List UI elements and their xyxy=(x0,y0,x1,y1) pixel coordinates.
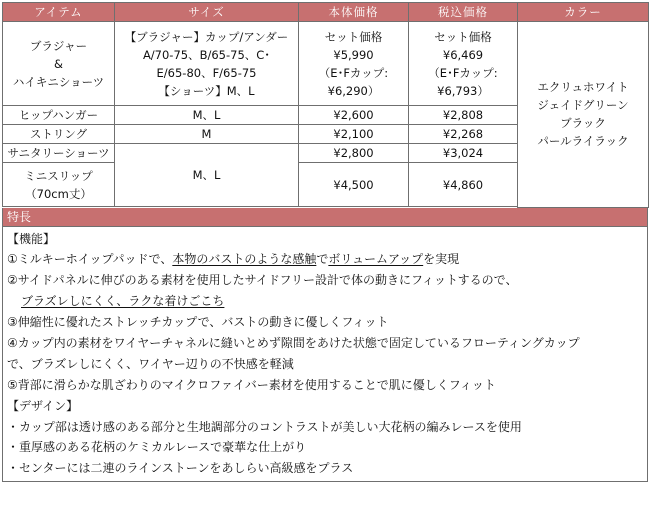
price-cell: ¥2,600 xyxy=(299,106,409,125)
header-item: アイテム xyxy=(3,3,115,22)
feature-line-2: ②サイドパネルに伸びのある素材を使用したサイドフリー設計で体の動きにフィットするので、 xyxy=(7,273,518,288)
color-name: パールライラック xyxy=(537,134,629,149)
feature-line-1 xyxy=(7,249,643,270)
feature-emphasis: 本物のバストのような感触 xyxy=(172,252,317,267)
feature-text: で xyxy=(316,252,329,267)
price-cell-bra xyxy=(299,22,409,106)
spec-table xyxy=(2,2,649,208)
table-row-bra xyxy=(3,22,649,106)
size-cell: M、L xyxy=(115,106,299,125)
size-line: 【ブラジャー】カップ/アンダー xyxy=(124,29,289,44)
tax-price-cell: ¥3,024 xyxy=(409,144,518,163)
design-line-3: ・センターには二連のラインストーンをあしらい高級感をプラス xyxy=(7,461,354,476)
tax-price-line: ¥6,469 xyxy=(442,47,484,62)
item-name-line: ブラジャー xyxy=(29,38,88,53)
color-name: エクリュホワイト xyxy=(537,80,629,95)
size-cell-bra xyxy=(115,22,299,106)
tax-price-line: ¥6,793） xyxy=(437,83,489,98)
feature-line-3: ③伸縮性に優れたストレッチカップで、バストの動きに優しくフィット xyxy=(7,315,389,330)
price-line: セット価格 xyxy=(324,29,383,44)
design-line-1: ・カップ部は透け感のある部分と生地調部分のコントラストが美しい大花柄の編みレースを使用 xyxy=(7,419,522,434)
tax-price-line: （E･Fカップ: xyxy=(428,65,498,80)
design-heading: 【デザイン】 xyxy=(7,398,79,413)
item-name-line: & xyxy=(54,56,63,71)
header-price: 本体価格 xyxy=(299,3,409,22)
features-section xyxy=(2,208,648,483)
function-heading: 【機能】 xyxy=(7,231,56,246)
size-cell: M xyxy=(115,125,299,144)
size-line: A/70-75、B/65-75、C･ xyxy=(142,47,271,62)
color-cell xyxy=(518,22,649,208)
tax-price-line: セット価格 xyxy=(434,29,492,44)
size-cell-shared: M、L xyxy=(115,144,299,207)
features-body xyxy=(3,227,647,482)
feature-emphasis: ボリュームアップ xyxy=(328,252,424,267)
price-line: （E･Fカップ: xyxy=(318,65,389,80)
item-name-line: ハイキニショーツ xyxy=(12,74,105,89)
item-cell-bra xyxy=(3,22,115,106)
item-name-line: （70cm丈） xyxy=(25,186,92,201)
feature-line-4: ④カップ内の素材をワイヤーチャネルに縫いとめず隙間をあけた状態で固定しているフローティングカップ xyxy=(7,335,580,350)
header-color: カラー xyxy=(518,3,649,22)
feature-text: ①ミルキーホイップパッドで、 xyxy=(7,252,173,267)
tax-price-cell: ¥2,268 xyxy=(409,125,518,144)
color-name: ブラック xyxy=(560,116,606,131)
features-title: 特長 xyxy=(3,208,647,227)
feature-text: を実現 xyxy=(423,252,460,267)
item-name-line: ミニスリップ xyxy=(24,168,93,183)
feature-line-5: ⑤背部に滑らかな肌ざわりのマイクロファイバー素材を使用することで肌に優しくフィット xyxy=(7,377,496,392)
price-cell: ¥4,500 xyxy=(299,163,409,207)
price-cell: ¥2,800 xyxy=(299,144,409,163)
feature-line-2-cont xyxy=(7,291,643,312)
item-cell: ストリング xyxy=(3,125,115,144)
header-size: サイズ xyxy=(115,3,299,22)
table-header-row xyxy=(3,3,649,22)
price-line: ¥5,990 xyxy=(333,47,374,62)
tax-price-cell-bra xyxy=(409,22,518,106)
color-name: ジェイドグリーン xyxy=(537,98,629,113)
feature-emphasis: ブラズレしにくく、ラクな着けごこち xyxy=(21,294,225,309)
product-spec-sheet xyxy=(2,2,648,501)
item-cell: サニタリーショーツ xyxy=(3,144,115,163)
feature-line-4-cont: で、ブラズレしにくく、ワイヤー辺りの不快感を軽減 xyxy=(7,356,294,371)
tax-price-cell: ¥4,860 xyxy=(409,163,518,207)
item-cell-slip xyxy=(3,163,115,207)
size-line: E/65-80、F/65-75 xyxy=(156,65,257,80)
price-line: ¥6,290） xyxy=(327,83,380,98)
price-cell: ¥2,100 xyxy=(299,125,409,144)
header-tax-price: 税込価格 xyxy=(409,3,518,22)
design-line-2: ・重厚感のある花柄のケミカルレースで豪華な仕上がり xyxy=(7,440,307,455)
size-line: 【ショーツ】M、L xyxy=(158,83,255,98)
tax-price-cell: ¥2,808 xyxy=(409,106,518,125)
item-cell: ヒップハンガー xyxy=(3,106,115,125)
